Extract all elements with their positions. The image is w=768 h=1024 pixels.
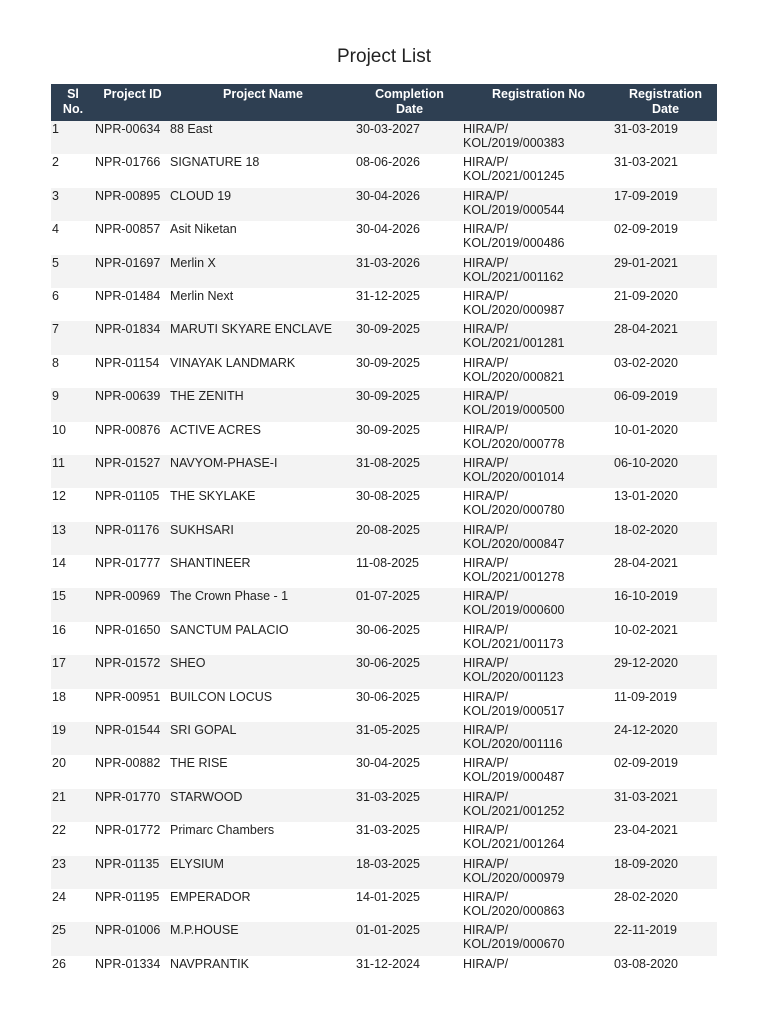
cell-project-id: NPR-01834: [95, 322, 161, 337]
cell-completion-date: 14-01-2025: [356, 889, 420, 904]
cell-sl-no: 20: [52, 756, 66, 771]
cell-project-name: SANCTUM PALACIO: [170, 622, 289, 637]
registration-no-line2: KOL/2021/001245: [463, 169, 565, 184]
header-row: [51, 84, 717, 121]
cell-registration-no: [463, 655, 614, 688]
cell-completion-date: 31-12-2024: [356, 956, 420, 971]
cell-project-name: 88 East: [170, 122, 213, 136]
cell-project-name: NAVYOM-PHASE-I: [170, 455, 278, 470]
header-project-name: [170, 84, 356, 121]
registration-no-line2: KOL/2020/001116: [463, 737, 563, 752]
cell-project-name: SRI GOPAL: [170, 723, 237, 738]
cell-registration-date: 03-02-2020: [614, 355, 678, 370]
cell-registration-date: 18-09-2020: [614, 856, 678, 871]
cell-registration-no: [463, 321, 614, 354]
table-row: [51, 321, 717, 354]
cell-sl-no: 4: [52, 222, 59, 237]
cell-registration-date: 10-01-2020: [614, 422, 678, 437]
cell-sl-no: 16: [52, 622, 66, 637]
cell-completion-date: 31-12-2025: [356, 288, 420, 303]
registration-no-line1: HIRA/P/: [463, 923, 509, 938]
cell-project-id: NPR-01772: [95, 823, 161, 838]
registration-no-line2: KOL/2019/000670: [463, 937, 565, 952]
cell-project-id: NPR-01777: [95, 556, 161, 571]
table-row: [51, 588, 717, 621]
cell-project-id: NPR-00857: [95, 222, 161, 237]
table-header: [51, 84, 717, 121]
registration-no-line2: KOL/2019/000383: [463, 136, 565, 150]
cell-project-id: NPR-01484: [95, 288, 161, 303]
cell-registration-date: 24-12-2020: [614, 723, 678, 738]
cell-sl-no: 15: [52, 589, 66, 604]
cell-project-name: ACTIVE ACRES: [170, 422, 261, 437]
cell-registration-no: [463, 822, 614, 855]
cell-sl-no: 14: [52, 556, 66, 571]
cell-project-id: NPR-01527: [95, 455, 161, 470]
cell-project-id: NPR-01334: [95, 956, 161, 971]
cell-completion-date: 08-06-2026: [356, 155, 420, 170]
cell-project-name: Asit Niketan: [170, 222, 237, 237]
registration-no-line1: HIRA/P/: [463, 723, 509, 738]
cell-registration-date: 06-09-2019: [614, 389, 678, 404]
cell-project-name: Primarc Chambers: [170, 823, 275, 838]
cell-registration-date: 13-01-2020: [614, 489, 678, 504]
cell-sl-no: 9: [52, 389, 59, 404]
cell-project-name: SHEO: [170, 656, 206, 671]
cell-completion-date: 18-03-2025: [356, 856, 420, 871]
table-body: [51, 121, 717, 989]
registration-no-line2: KOL/2020/000821: [463, 369, 565, 384]
cell-project-name: The Crown Phase - 1: [170, 589, 289, 604]
registration-no-line1: HIRA/P/: [463, 789, 509, 804]
header-sl-no: [51, 84, 95, 121]
registration-no-line1: HIRA/P/: [463, 422, 509, 437]
registration-no-line2: KOL/2019/000500: [463, 403, 565, 418]
cell-completion-date: 31-08-2025: [356, 455, 420, 470]
cell-project-id: NPR-00876: [95, 422, 161, 437]
cell-sl-no: 10: [52, 422, 66, 437]
cell-project-name: EMPERADOR: [170, 889, 251, 904]
cell-completion-date: 30-08-2025: [356, 489, 420, 504]
cell-project-id: NPR-00969: [95, 589, 161, 604]
cell-sl-no: 12: [52, 489, 66, 504]
header-registration-date: [614, 84, 717, 121]
cell-sl-no: 3: [52, 188, 59, 203]
cell-completion-date: 01-07-2025: [356, 589, 420, 604]
cell-registration-date: 31-03-2021: [614, 155, 678, 170]
cell-project-name: THE RISE: [170, 756, 228, 771]
registration-no-line1: HIRA/P/: [463, 556, 509, 571]
registration-no-line2: KOL/2020/001123: [463, 670, 564, 685]
cell-completion-date: 31-03-2026: [356, 255, 420, 270]
cell-registration-date: 11-09-2019: [614, 689, 678, 704]
cell-sl-no: 7: [52, 322, 59, 337]
registration-no-line1: HIRA/P/: [463, 489, 509, 504]
table-row: [51, 822, 717, 855]
registration-no-line1: HIRA/P/: [463, 689, 509, 704]
cell-completion-date: 30-04-2025: [356, 756, 420, 771]
cell-registration-date: 29-01-2021: [614, 255, 678, 270]
cell-project-id: NPR-01154: [95, 355, 160, 370]
registration-no-line1: HIRA/P/: [463, 188, 509, 203]
cell-completion-date: 30-04-2026: [356, 222, 420, 237]
cell-sl-no: 22: [52, 823, 66, 838]
cell-registration-date: 28-04-2021: [614, 556, 678, 571]
table-row: [51, 455, 717, 488]
cell-project-name: VINAYAK LANDMARK: [170, 355, 296, 370]
registration-no-line2: KOL/2020/000987: [463, 302, 565, 317]
registration-no-line1: HIRA/P/: [463, 355, 509, 370]
header-project-id: [95, 84, 170, 121]
cell-project-name: NAVPRANTIK: [170, 956, 249, 971]
header-registration-no: [463, 84, 614, 121]
cell-project-id: NPR-01006: [95, 923, 161, 938]
cell-completion-date: 30-06-2025: [356, 689, 420, 704]
cell-completion-date: 01-01-2025: [356, 923, 420, 938]
cell-project-name: Merlin X: [170, 255, 216, 270]
table-row: [51, 188, 717, 221]
cell-completion-date: 31-03-2025: [356, 823, 420, 838]
header-completion-date: [356, 84, 463, 121]
cell-sl-no: 23: [52, 856, 66, 871]
cell-project-id: NPR-01766: [95, 155, 161, 170]
cell-project-id: NPR-01572: [95, 656, 161, 671]
cell-project-id: NPR-00882: [95, 756, 161, 771]
cell-project-id: NPR-01176: [95, 522, 160, 537]
cell-completion-date: 30-09-2025: [356, 422, 420, 437]
cell-registration-no: [463, 856, 614, 889]
cell-completion-date: 30-09-2025: [356, 355, 420, 370]
registration-no-line2: KOL/2021/001278: [463, 570, 565, 585]
cell-sl-no: 5: [52, 255, 59, 270]
table-row: [51, 755, 717, 788]
cell-registration-date: 17-09-2019: [614, 188, 678, 203]
registration-no-line2: KOL/2021/001162: [463, 269, 564, 284]
table-row: [51, 622, 717, 655]
cell-registration-no: [463, 588, 614, 621]
cell-sl-no: 11: [52, 455, 65, 470]
cell-sl-no: 21: [52, 789, 66, 804]
cell-project-id: NPR-00895: [95, 188, 161, 203]
registration-no-line2: KOL/2019/000544: [463, 202, 565, 217]
header-sl-no-label: Sl No.: [62, 87, 84, 116]
registration-no-line1: HIRA/P/: [463, 956, 509, 971]
cell-project-name: CLOUD 19: [170, 188, 232, 203]
cell-registration-date: 10-02-2021: [614, 622, 678, 637]
cell-registration-date: 28-04-2021: [614, 322, 678, 337]
registration-no-line2: KOL/2019/000487: [463, 770, 565, 785]
cell-registration-no: [463, 789, 614, 822]
registration-no-line2: KOL/2020/000979: [463, 870, 565, 885]
cell-completion-date: 30-03-2027: [356, 122, 420, 136]
registration-no-line2: KOL/2019/000600: [463, 603, 565, 618]
cell-registration-date: 02-09-2019: [614, 756, 678, 771]
cell-sl-no: 26: [52, 956, 66, 971]
cell-completion-date: 30-09-2025: [356, 322, 420, 337]
table-row: [51, 121, 717, 154]
cell-project-id: NPR-01105: [95, 489, 160, 504]
cell-project-id: NPR-01195: [95, 889, 160, 904]
table-row: [51, 856, 717, 889]
cell-project-name: ELYSIUM: [170, 856, 224, 871]
cell-project-id: NPR-01544: [95, 723, 161, 738]
registration-no-line2: KOL/2019/000517: [463, 703, 565, 718]
project-table-container: [51, 84, 717, 989]
registration-no-line1: HIRA/P/: [463, 288, 509, 303]
registration-no-line1: HIRA/P/: [463, 455, 509, 470]
cell-project-name: THE SKYLAKE: [170, 489, 256, 504]
cell-project-name: SHANTINEER: [170, 556, 251, 571]
table-row: [51, 154, 717, 187]
cell-registration-no: [463, 188, 614, 221]
cell-project-name: THE ZENITH: [170, 389, 244, 404]
registration-no-line2: KOL/2020/000847: [463, 536, 565, 551]
header-project-id-label: Project ID: [103, 87, 162, 101]
registration-no-line1: HIRA/P/: [463, 255, 509, 270]
cell-project-name: SIGNATURE 18: [170, 155, 260, 170]
cell-registration-no: [463, 388, 614, 421]
cell-registration-no: [463, 288, 614, 321]
cell-registration-no: [463, 121, 614, 154]
registration-no-line2: KOL/2020/001014: [463, 469, 565, 484]
cell-sl-no: 8: [52, 355, 59, 370]
cell-sl-no: 19: [52, 723, 66, 738]
cell-sl-no: 25: [52, 923, 66, 938]
cell-registration-date: 06-10-2020: [614, 455, 678, 470]
cell-completion-date: 30-06-2025: [356, 622, 420, 637]
cell-project-id: NPR-00951: [95, 689, 161, 704]
cell-registration-no: [463, 255, 614, 288]
cell-registration-date: 02-09-2019: [614, 222, 678, 237]
registration-no-line2: KOL/2021/001252: [463, 803, 565, 818]
header-project-name-label: Project Name: [223, 87, 303, 101]
cell-sl-no: 13: [52, 522, 66, 537]
cell-registration-no: [463, 422, 614, 455]
table-row: [51, 722, 717, 755]
cell-completion-date: 20-08-2025: [356, 522, 420, 537]
registration-no-line1: HIRA/P/: [463, 522, 509, 537]
registration-no-line1: HIRA/P/: [463, 389, 509, 404]
registration-no-line1: HIRA/P/: [463, 222, 509, 237]
header-completion-date-label: Completion Date: [375, 87, 444, 116]
cell-registration-no: [463, 355, 614, 388]
cell-completion-date: 31-05-2025: [356, 723, 420, 738]
table-row: [51, 355, 717, 388]
cell-project-id: NPR-00639: [95, 389, 161, 404]
cell-registration-no: [463, 889, 614, 922]
table-row: [51, 956, 717, 989]
registration-no-line2: KOL/2021/001281: [463, 336, 565, 351]
registration-no-line2: KOL/2021/001173: [463, 636, 564, 651]
cell-completion-date: 31-03-2025: [356, 789, 420, 804]
cell-registration-date: 31-03-2019: [614, 122, 678, 136]
table-row: [51, 422, 717, 455]
table-row: [51, 655, 717, 688]
registration-no-line2: KOL/2019/000486: [463, 236, 565, 251]
cell-registration-no: [463, 522, 614, 555]
registration-no-line2: KOL/2021/001264: [463, 837, 565, 852]
registration-no-line1: HIRA/P/: [463, 889, 509, 904]
cell-registration-no: [463, 488, 614, 521]
table-row: [51, 255, 717, 288]
cell-sl-no: 6: [52, 288, 59, 303]
cell-registration-no: [463, 689, 614, 722]
cell-registration-no: [463, 755, 614, 788]
cell-registration-no: [463, 922, 614, 955]
table-row: [51, 789, 717, 822]
registration-no-line1: HIRA/P/: [463, 656, 509, 671]
cell-registration-date: 21-09-2020: [614, 288, 678, 303]
table-row: [51, 221, 717, 254]
header-registration-date-label: Registration Date: [629, 87, 702, 116]
cell-project-name: M.P.HOUSE: [170, 923, 239, 938]
cell-registration-date: 29-12-2020: [614, 656, 678, 671]
registration-no-line1: HIRA/P/: [463, 589, 509, 604]
cell-completion-date: 30-06-2025: [356, 656, 420, 671]
cell-project-id: NPR-01770: [95, 789, 161, 804]
cell-registration-no: [463, 455, 614, 488]
cell-project-name: Merlin Next: [170, 288, 234, 303]
cell-project-id: NPR-01650: [95, 622, 161, 637]
cell-sl-no: 18: [52, 689, 66, 704]
cell-registration-no: [463, 722, 614, 755]
cell-registration-no: [463, 221, 614, 254]
registration-no-line1: HIRA/P/: [463, 756, 509, 771]
cell-registration-date: 28-02-2020: [614, 889, 678, 904]
registration-no-line2: KOL/2020/000863: [463, 903, 565, 918]
table-row: [51, 889, 717, 922]
table-row: [51, 555, 717, 588]
registration-no-line1: HIRA/P/: [463, 856, 509, 871]
table-row: [51, 522, 717, 555]
cell-project-id: NPR-00634: [95, 122, 161, 136]
table-row: [51, 288, 717, 321]
cell-project-id: NPR-01697: [95, 255, 161, 270]
cell-project-name: STARWOOD: [170, 789, 243, 804]
cell-registration-date: 31-03-2021: [614, 789, 678, 804]
cell-completion-date: 11-08-2025: [356, 556, 420, 571]
cell-registration-no: [463, 555, 614, 588]
cell-project-id: NPR-01135: [95, 856, 160, 871]
cell-registration-no: [463, 956, 614, 989]
cell-project-name: SUKHSARI: [170, 522, 234, 537]
registration-no-line1: HIRA/P/: [463, 622, 509, 637]
cell-project-name: MARUTI SKYARE ENCLAVE: [170, 322, 333, 337]
page-title: Project List: [337, 46, 431, 67]
cell-completion-date: 30-04-2026: [356, 188, 420, 203]
project-table: [51, 84, 717, 989]
registration-no-line1: HIRA/P/: [463, 322, 509, 337]
registration-no-line1: HIRA/P/: [463, 823, 509, 838]
registration-no-line1: HIRA/P/: [463, 122, 509, 136]
cell-registration-no: [463, 622, 614, 655]
table-row: [51, 689, 717, 722]
cell-completion-date: 30-09-2025: [356, 389, 420, 404]
registration-no-line2: KOL/2020/000778: [463, 436, 565, 451]
cell-sl-no: 1: [52, 122, 59, 136]
table-row: [51, 388, 717, 421]
table-row: [51, 922, 717, 955]
cell-sl-no: 24: [52, 889, 66, 904]
cell-registration-date: 16-10-2019: [614, 589, 678, 604]
cell-registration-date: 23-04-2021: [614, 823, 678, 838]
registration-no-line2: KOL/2020/000780: [463, 503, 565, 518]
cell-sl-no: 17: [52, 656, 66, 671]
table-row: [51, 488, 717, 521]
cell-sl-no: 2: [52, 155, 59, 170]
cell-registration-date: 03-08-2020: [614, 956, 678, 971]
cell-registration-date: 18-02-2020: [614, 522, 678, 537]
cell-registration-no: [463, 154, 614, 187]
cell-project-name: BUILCON LOCUS: [170, 689, 273, 704]
header-registration-no-label: Registration No: [491, 87, 586, 101]
cell-registration-date: 22-11-2019: [614, 923, 678, 938]
registration-no-line1: HIRA/P/: [463, 155, 509, 170]
